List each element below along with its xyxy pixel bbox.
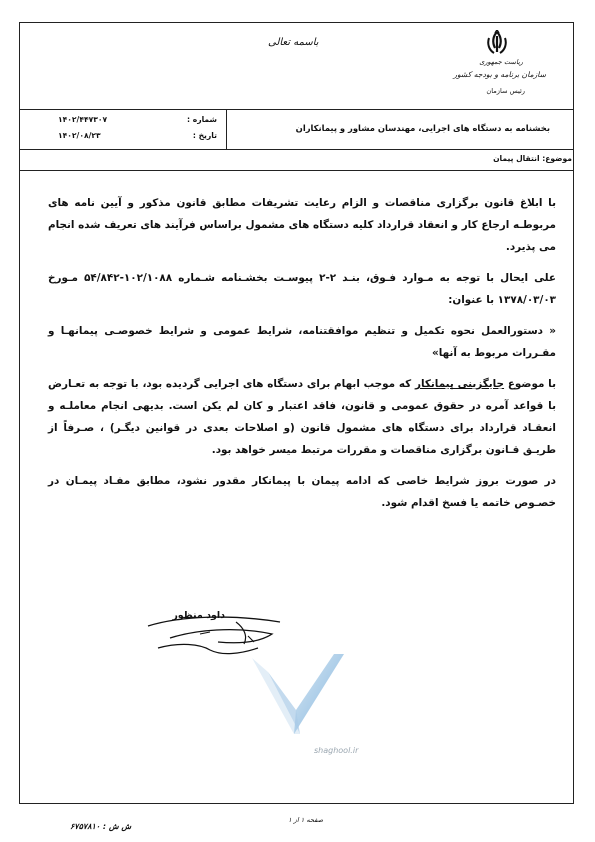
org-name-line2: سازمان برنامه و بودجه کشور bbox=[453, 70, 546, 79]
date-value: ۱۴۰۲/۰۸/۲۳ bbox=[58, 131, 101, 140]
paragraph-text: با موضوع bbox=[504, 378, 556, 390]
postal-code: ش ش : ۶۷۵۷۸۱۰ bbox=[70, 822, 132, 831]
paragraph: علی ایحال با توجه به مـوارد فـوق، بنـد ۲-۲ پیوسـت بخشـنامه شـماره ۱۰۲/۱۰۸۸-۵۴/۸۴۲ مـورخ ۱۳۷۸/۰۳/۰۳ با عنوان: bbox=[48, 272, 556, 306]
paragraph: با ابلاغ قانون برگزاری مناقصات و الزام رعایت تشریفات مطابق قانون مذکور و آیین نامه های مربوطـه ارجاع کار و انعقاد قرارداد کلیه دستگاه های مشمول براساس فرآیند های تعریف شده انجام می پذیرد. bbox=[48, 197, 556, 253]
paragraph-text: که موجب ابهام برای دستگاه های اجرایی گردیده بود، با توجه به تعـارض با قواعد آمره در حقوق عمومی و قانون، فاقد اعتبار و کان لم یکن است. بدیهی انجام معاملـه و انعقـاد قرارداد برای دستگاه های مشمول قانون (و اصلاحات بعدی در قوانین دیگـر) ، صـرفاً از طریـق قـانون برگزاری مناقصات و مقررات مرتبط میسر خواهد بود. bbox=[48, 378, 556, 456]
divider bbox=[19, 109, 574, 110]
watermark-text: shaghool.ir bbox=[314, 746, 359, 755]
paragraph bbox=[48, 373, 556, 461]
divider bbox=[19, 170, 574, 171]
org-name-line3: رئیس سازمان bbox=[486, 87, 525, 95]
divider bbox=[19, 149, 574, 150]
org-name-line1: ریاست جمهوری bbox=[479, 58, 523, 66]
subject-line: موضوع: انتقال پیمان bbox=[493, 154, 572, 163]
letter-body bbox=[48, 192, 556, 523]
paragraph: در صورت بروز شرایط خاصی که ادامه پیمان با پیمانکار مقدور نشود، مطابق مفـاد پیمـان در خصـوص خاتمه یا فسخ اقدام شود. bbox=[48, 475, 556, 509]
paragraph: « دستورالعمل نحوه تکمیل و تنظیم موافقتنامه، شرایط عمومی و شرایط خصوصـی پیمانهـا و مقـررات مربوط به آنها» bbox=[48, 325, 556, 359]
page-number: صفحه ۱ از ۱ bbox=[288, 816, 324, 824]
signatory-name: داود منظور bbox=[172, 610, 225, 621]
divider bbox=[226, 109, 227, 149]
recipient-line: بخشنامه به دستگاه های اجرایی، مهندسان مشاور و پیمانکاران bbox=[295, 123, 550, 133]
date-label: تاریخ : bbox=[192, 131, 217, 140]
number-value: ۱۴۰۲/۴۴۷۳۰۷ bbox=[58, 115, 108, 124]
watermark-logo bbox=[248, 650, 348, 738]
underlined-term: جایگزینی پیمانکار bbox=[414, 378, 505, 390]
number-label: شماره : bbox=[187, 115, 217, 124]
emblem-icon bbox=[486, 30, 508, 56]
bismillah: باسمه تعالی bbox=[268, 37, 319, 48]
